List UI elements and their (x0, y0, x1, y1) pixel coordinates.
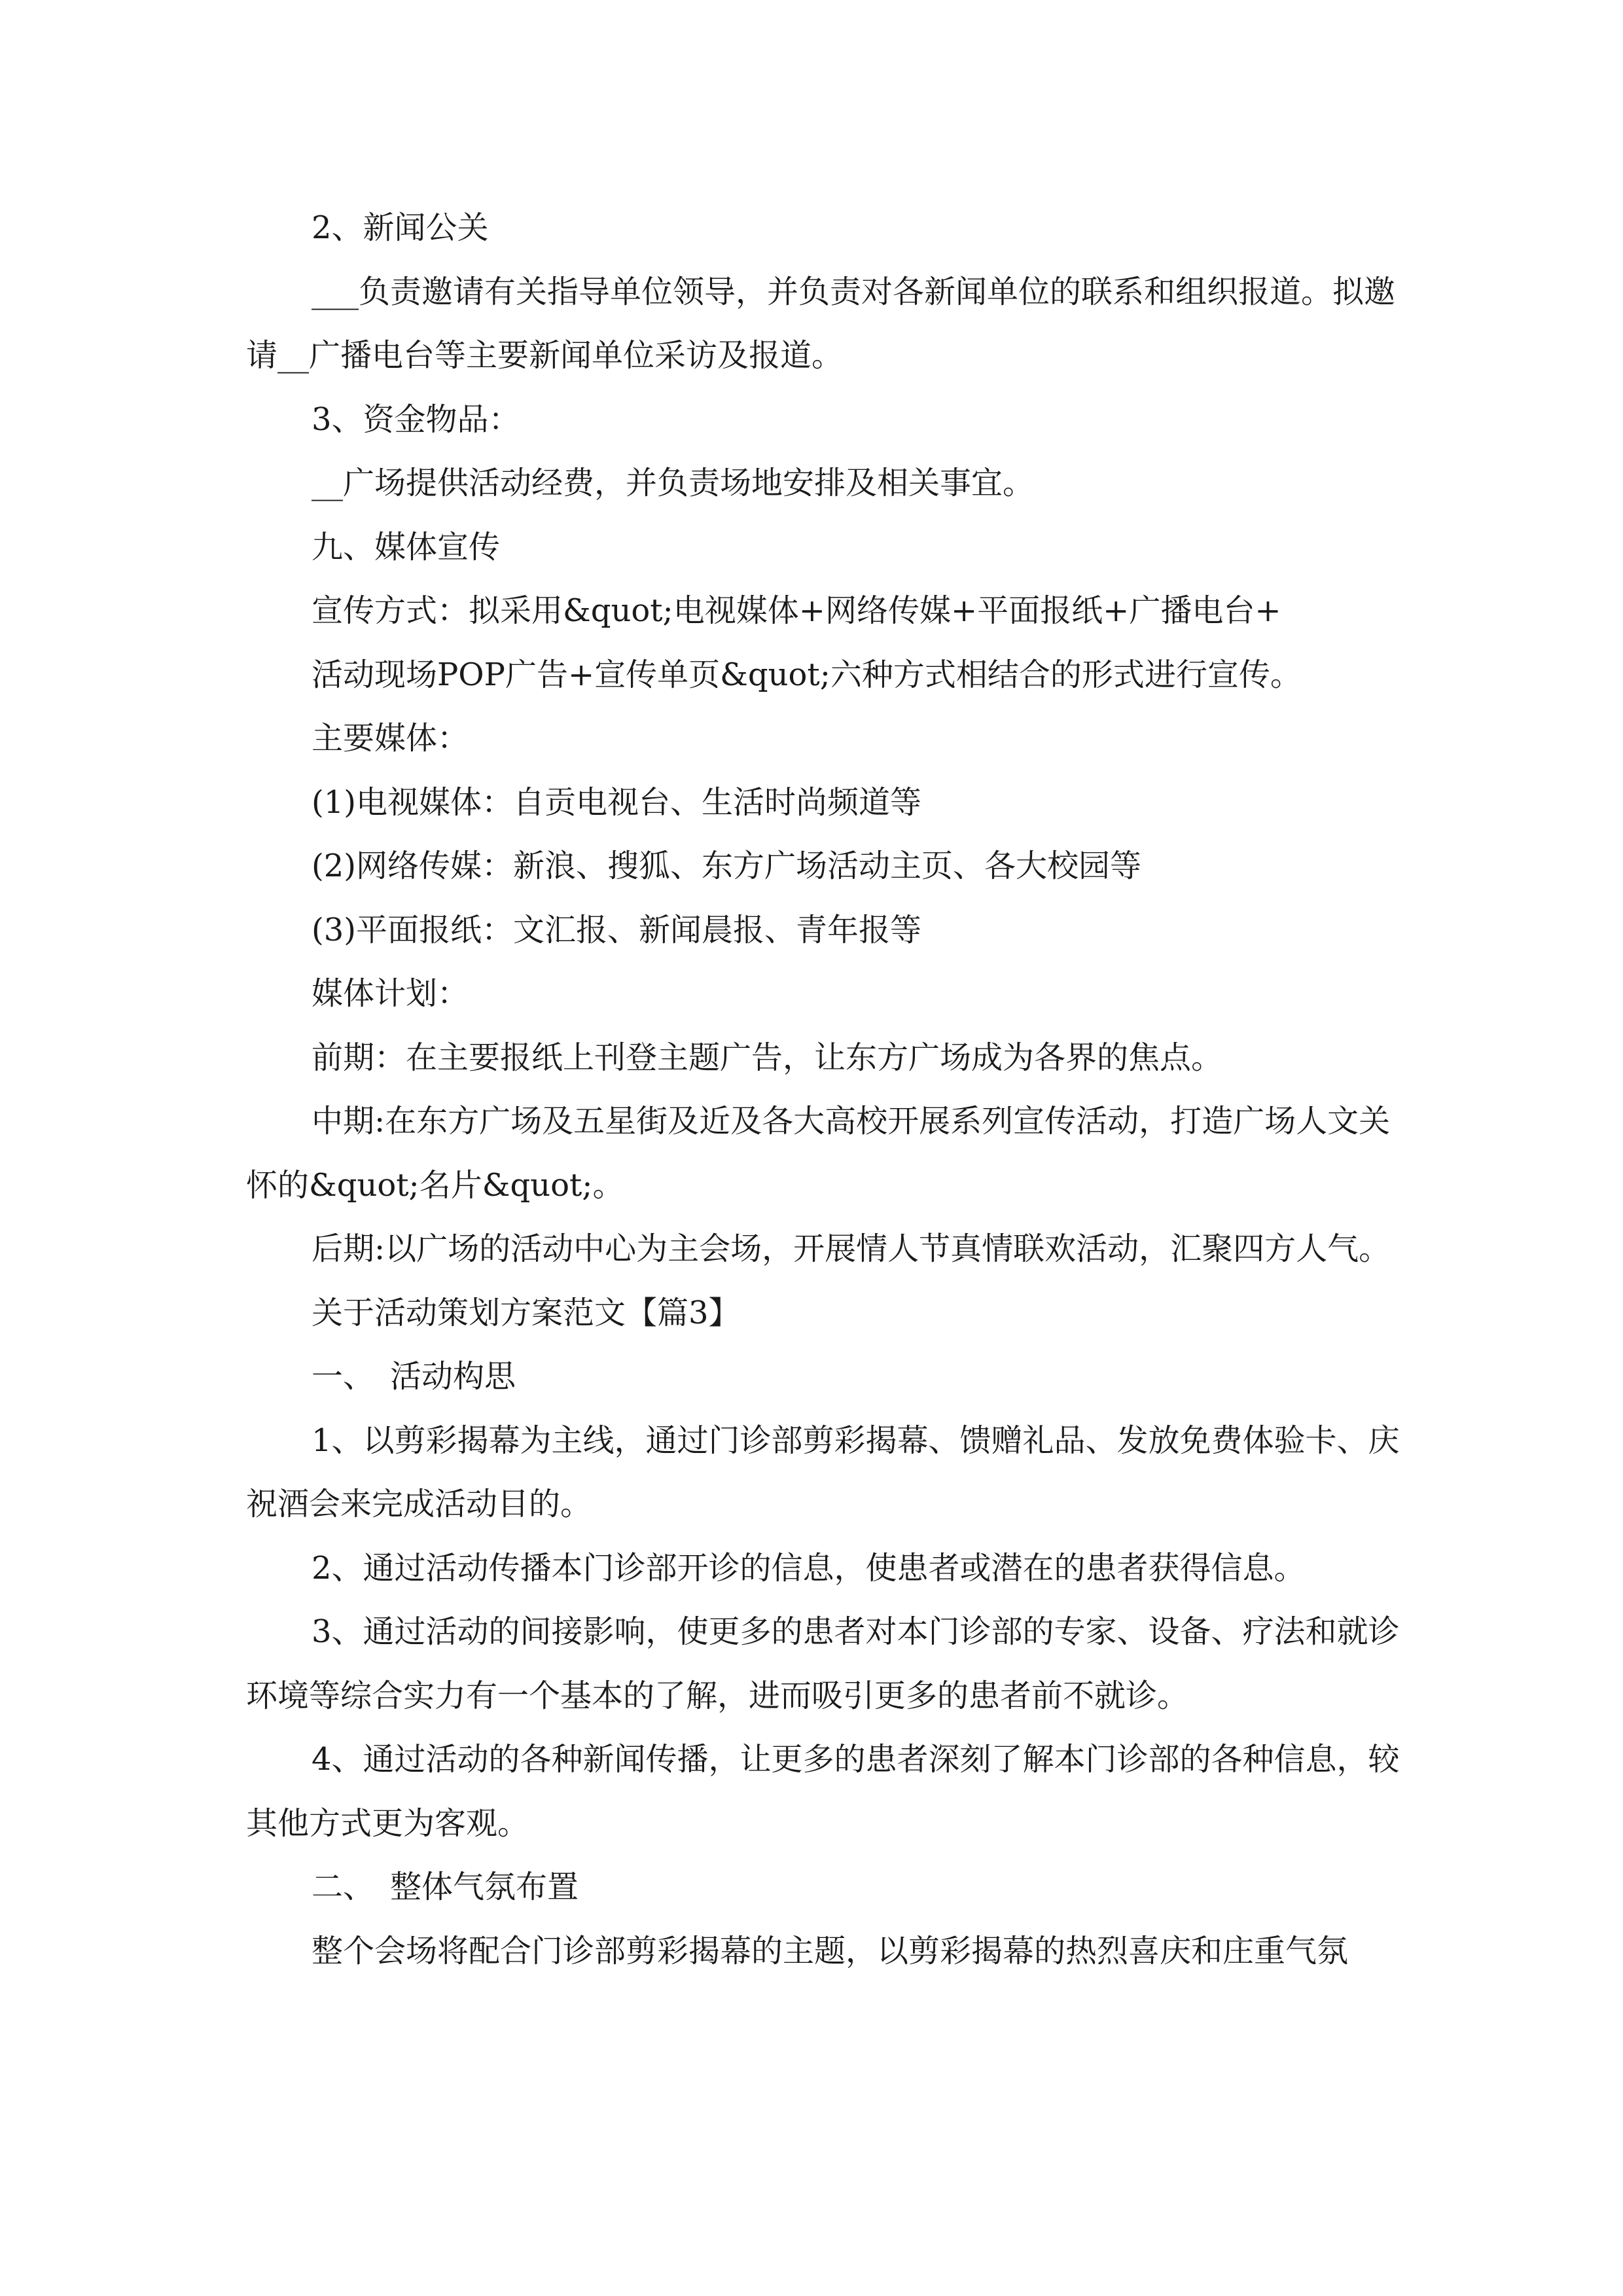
paragraph-early-stage: 前期：在主要报纸上刊登主题广告，让东方广场成为各界的焦点。 (312, 1039, 1223, 1076)
paragraph-concept-4: 4、通过活动的各种新闻传播，让更多的患者深刻了解本门诊部的各种信息，较其他方式更为客观。 (246, 1741, 1400, 1842)
paragraph-concept-1: 1、以剪彩揭幕为主线，通过门诊部剪彩揭幕、馈赠礼品、发放免费体验卡、庆祝酒会来完成活动目的。 (246, 1422, 1400, 1522)
paragraph-concept-heading: 一、 活动构思 (312, 1358, 516, 1395)
paragraph-concept-2: 2、通过活动传播本门诊部开诊的信息，使患者或潜在的患者获得信息。 (312, 1549, 1306, 1587)
paragraph-news-pr-heading: 2、新闻公关 (312, 209, 489, 246)
paragraph-concept-3: 3、通过活动的间接影响，使更多的患者对本门诊部的专家、设备、疗法和就诊环境等综合实力有一个基本的了解，进而吸引更多的患者前不就诊。 (246, 1613, 1400, 1714)
paragraph-print-media: (3)平面报纸：文汇报、新闻晨报、青年报等 (312, 911, 921, 948)
paragraph-promo-method-1: 宣传方式：拟采用&quot;电视媒体+网络传媒+平面报纸+广播电台+ (312, 592, 1281, 629)
paragraph-main-media-heading: 主要媒体： (312, 720, 469, 757)
paragraph-section-title: 关于活动策划方案范文【篇3】 (312, 1294, 740, 1331)
paragraph-mid-stage: 中期:在东方广场及五星街及近及各大高校开展系列宣传活动，打造广场人文关怀的&quot;名片&quot;。 (246, 1103, 1391, 1204)
paragraph-media-heading: 九、媒体宣传 (312, 528, 501, 565)
paragraph-promo-method-2: 活动现场POP广告+宣传单页&quot;六种方式相结合的形式进行宣传。 (312, 656, 1302, 693)
paragraph-atmosphere-body: 整个会场将配合门诊部剪彩揭幕的主题，以剪彩揭幕的热烈喜庆和庄重气氛 (312, 1932, 1349, 1969)
paragraph-atmosphere-heading: 二、 整体气氛布置 (312, 1869, 579, 1905)
paragraph-news-pr-body: ___负责邀请有关指导单位领导，并负责对各新闻单位的联系和组织报道。拟邀请__广播电台等主要新闻单位采访及报道。 (246, 273, 1396, 374)
paragraph-funds-heading: 3、资金物品： (312, 401, 520, 438)
paragraph-media-plan-heading: 媒体计划： (312, 975, 469, 1012)
paragraph-funds-body: __广场提供活动经费，并负责场地安排及相关事宜。 (312, 465, 1035, 501)
paragraph-web-media: (2)网络传媒：新浪、搜狐、东方广场活动主页、各大校园等 (312, 848, 1141, 884)
paragraph-tv-media: (1)电视媒体：自贡电视台、生活时尚频道等 (312, 783, 921, 821)
paragraph-late-stage: 后期:以广场的活动中心为主会场，开展情人节真情联欢活动，汇聚四方人气。 (312, 1230, 1391, 1267)
document-body (246, 196, 1411, 1983)
